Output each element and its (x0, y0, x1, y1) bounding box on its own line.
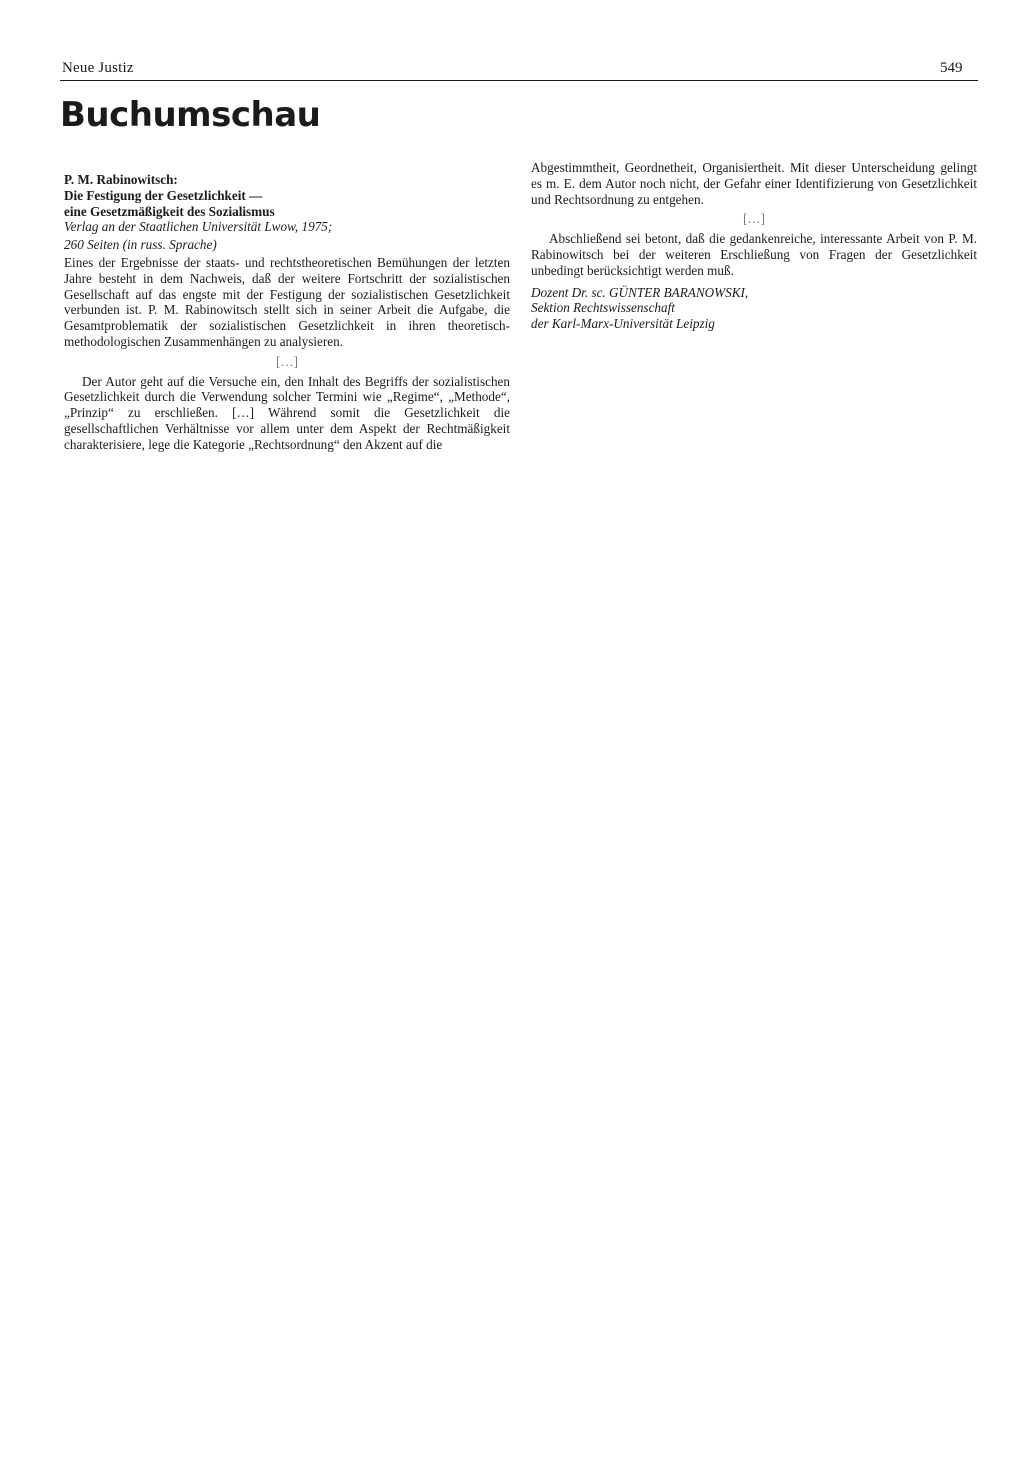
book-title-line-1: Die Festigung der Gesetzlichkeit — (64, 187, 263, 203)
left-paragraph-start: Eines der Ergebnisse der staats- und rechtstheoretischen Bemühungen der letzten Jahre besteht in dem Nachweis, daß der weitere Fortschritt der sozialistischen Gesellschaft auf das engste mit der Festigung der sozialistischen Gesetzlichkeit verbunden ist. P. M. Rabinowitsch stellt sich in seiner Arbeit die Aufgabe, die Gesamtproblematik der sozialistischen Gesetzlichkeit in ihren theoretisch-methodologischen Zusammenhängen zu analysieren. (64, 254, 510, 349)
right-column (531, 160, 977, 332)
left-omission-marker: […] (276, 353, 298, 369)
reviewer-university: der Karl-Marx-Universität Leipzig (531, 316, 715, 332)
reviewer-signature (531, 285, 977, 332)
reviewer-department: Sektion Rechtswissenschaft (531, 300, 675, 316)
header-rule (60, 80, 978, 81)
journal-name: Neue Justiz (62, 60, 134, 76)
left-paragraph-end: Der Autor geht auf die Versuche ein, den Inhalt des Begriffs der sozialistischen Gesetzlichkeit durch die Verwendung solcher Termini wie „Regime“, „Methode“, „Prinzip“ zu erschließen. […] Während somit die Gesetzlichkeit die gesellschaftlichen Verhältnisse vor allem unter dem Aspekt der Rechtmäßigkeit charakterisiere, lege die Kategorie „Rechtsordnung“ den Akzent auf die (64, 373, 510, 452)
publisher-line-2: 260 Seiten (in russ. Sprache) (64, 237, 217, 253)
book-title-line-2: eine Gesetzmäßigkeit des Sozialismus (64, 203, 275, 219)
reviewer-name: Dozent Dr. sc. GÜNTER BARANOWSKI, (531, 284, 749, 300)
review-author: P. M. Rabinowitsch: (64, 172, 178, 187)
publisher-line-1: Verlag an der Staatlichen Universität Lwow, 1975; (64, 219, 333, 235)
page-number: 549 (940, 60, 963, 76)
right-paragraph-start: Abgestimmtheit, Geordnetheit, Organisiertheit. Mit dieser Unterscheidung gelingt es m. E. dem Autor noch nicht, der Gefahr einer Identifizierung von Gesetzlichkeit und Rechtsordnung zu entgehen. (531, 160, 977, 207)
left-column (64, 172, 510, 453)
section-heading: Buchumschau (60, 95, 321, 135)
right-paragraph-end: Abschließend sei betont, daß die gedankenreiche, interessante Arbeit von P. M. Rabinowitsch bei der weiteren Erschließung von Fragen der Gesetzlichkeit unbedingt berücksichtigt werden muß. (531, 231, 977, 278)
right-omission-marker: […] (743, 211, 765, 227)
